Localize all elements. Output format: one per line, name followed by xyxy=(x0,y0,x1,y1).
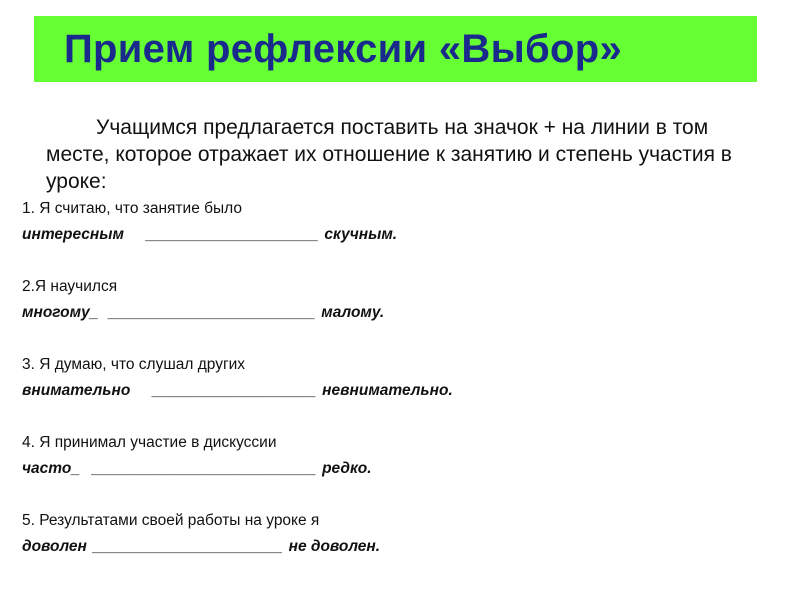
answer-line[interactable]: __________________________ xyxy=(91,460,317,477)
question-text: 1. Я считаю, что занятие было xyxy=(22,200,242,217)
question-text: 3. Я думаю, что слушал других xyxy=(22,356,246,373)
reflection-item-3 xyxy=(22,352,782,404)
scale-left-label: часто_ xyxy=(22,460,80,477)
reflection-item-1 xyxy=(22,196,782,248)
question-text: 2.Я научился xyxy=(22,278,118,295)
reflection-item-5 xyxy=(22,508,782,560)
question-text: 4. Я принимал участие в дискуссии xyxy=(22,434,277,451)
question-text: 5. Результатами своей работы на уроке я xyxy=(22,512,320,529)
reflection-item-2 xyxy=(22,274,782,326)
answer-line[interactable]: ___________________ xyxy=(152,382,317,399)
scale-left-label: интересным xyxy=(22,226,124,243)
scale-right-label: малому. xyxy=(321,304,385,321)
reflection-item-4 xyxy=(22,430,782,482)
slide-title: Прием рефлексии «Выбор» xyxy=(64,27,623,71)
scale-right-label: не доволен. xyxy=(288,538,381,555)
answer-line[interactable]: ________________________ xyxy=(108,304,316,321)
scale-right-label: редко. xyxy=(322,460,372,477)
rating-scale xyxy=(22,378,782,404)
rating-scale xyxy=(22,222,782,248)
rating-scale xyxy=(22,300,782,326)
answer-line[interactable]: ______________________ xyxy=(92,538,283,555)
title-banner xyxy=(34,16,757,82)
scale-right-label: невнимательно. xyxy=(322,382,453,399)
scale-left-label: внимательно xyxy=(22,382,131,399)
answer-line[interactable]: ____________________ xyxy=(146,226,319,243)
scale-left-label: доволен xyxy=(22,538,87,555)
scale-right-label: скучным. xyxy=(324,226,398,243)
instructions-paragraph: Учащимся предлагается поставить на значок + на линии в том месте, которое отражает их отношение к занятию и степень участия в уроке: xyxy=(46,116,732,193)
rating-scale xyxy=(22,456,782,482)
rating-scale xyxy=(22,534,782,560)
scale-left-label: многому_ xyxy=(22,304,99,321)
